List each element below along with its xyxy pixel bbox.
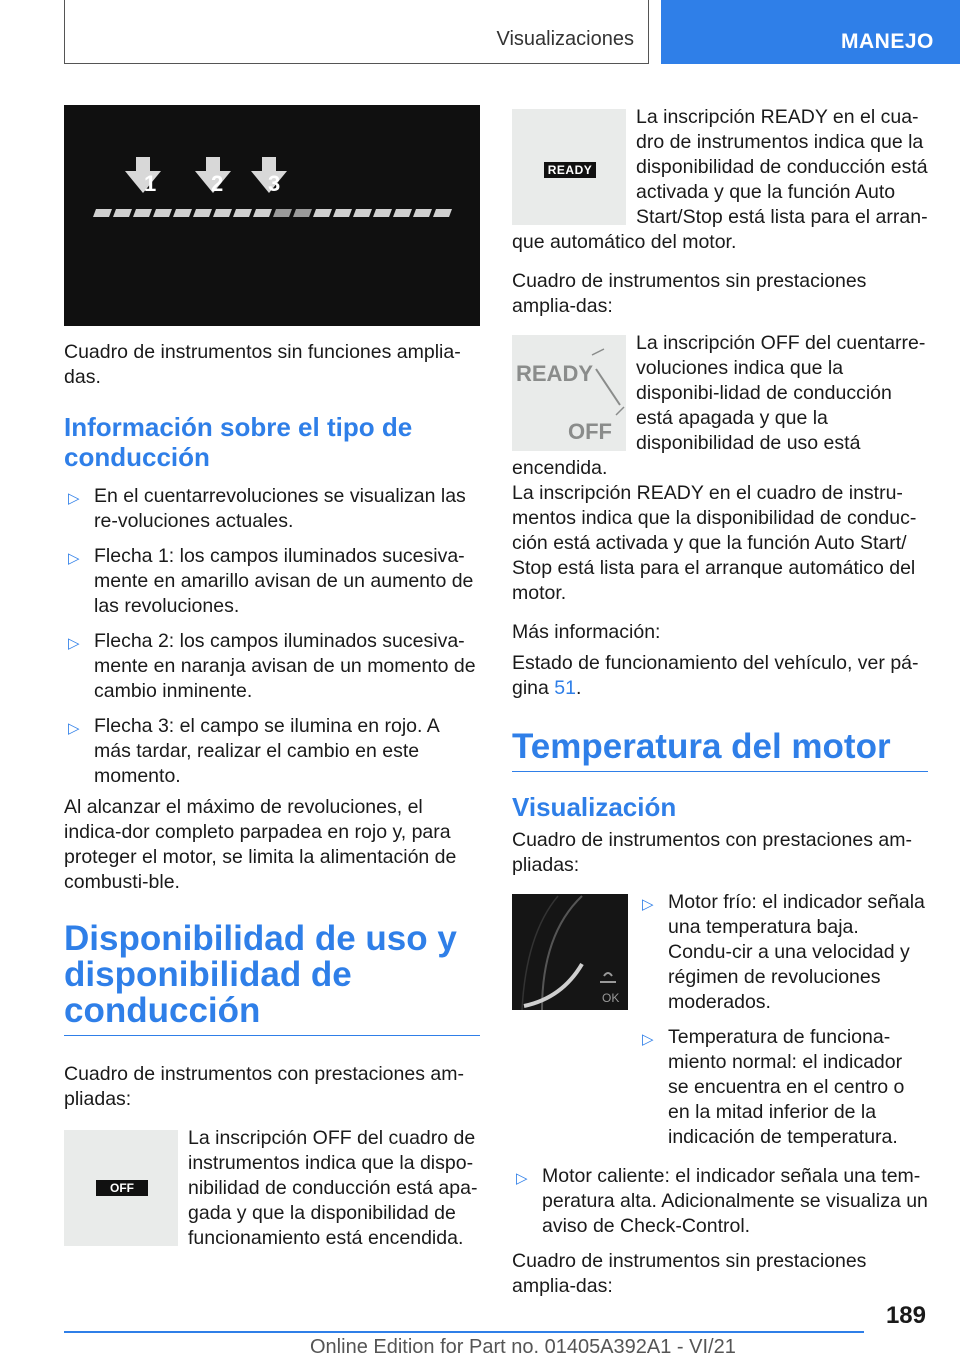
temp-list — [638, 890, 928, 1160]
para-state: Estado de funcionamiento del vehículo, ver pá-gina 51. — [512, 652, 919, 699]
rev-segment — [393, 209, 412, 217]
footer-edition: Online Edition for Part no. 01405A392A1 - VI/21 — [310, 1336, 736, 1358]
list-item: ▷ Flecha 3: el campo se ilumina en rojo. A más tardar, realizar el cambio en este momento. — [68, 715, 439, 787]
para-off-tachometer: La inscripción OFF del cuentarre-voluciones indica que la disponibi-lidad de conducción está apagada y que la disponibilidad de uso está encendida. — [512, 332, 926, 479]
ready-block — [512, 105, 928, 255]
triangle-bullet-icon: ▷ — [68, 635, 80, 652]
heading-display: Visualización — [512, 792, 677, 822]
rev-segment — [93, 209, 112, 217]
gauge-off-block — [512, 331, 928, 481]
para-max-revs: Al alcanzar el máximo de revoluciones, el indica-dor completo parpadea en rojo y, para proteger el motor, se limita la alimentación de combusti-ble. — [64, 796, 457, 893]
ready-figure — [512, 109, 626, 225]
rev-segment — [333, 209, 352, 217]
coolant-temp-icon — [600, 973, 616, 982]
left-column — [64, 105, 480, 1251]
arrow-1-label: 1 — [144, 171, 157, 196]
rev-segment — [313, 209, 332, 217]
gauge-ok-label: OK — [602, 991, 620, 1005]
rev-segment — [193, 209, 212, 217]
right-column — [512, 105, 928, 1299]
rev-segment — [293, 209, 312, 217]
rev-segment — [253, 209, 272, 217]
rev-segment — [353, 209, 372, 217]
para-ready-2: La inscripción READY en el cuadro de instru-mentos indica que la disponibilidad de conduc-ción está activada y que la función Auto Start/ Stop está lista para el arranque automático del motor. — [512, 482, 917, 604]
page-number: 189 — [885, 1302, 926, 1329]
gauge-ready-label: READY — [516, 361, 594, 386]
para-no-extended: Cuadro de instrumentos sin prestaciones amplia-das: — [512, 270, 867, 317]
off-badge: OFF — [96, 1180, 148, 1196]
rev-segments — [93, 209, 452, 217]
gauge-ready-off-figure — [512, 335, 626, 451]
heading-engine-temp: Temperatura del motor — [512, 729, 928, 772]
arrow-3-label: 3 — [268, 171, 281, 196]
caption-no-extended: Cuadro de instrumentos sin funciones amplia-das. — [64, 341, 461, 388]
header-chapter-tab[interactable] — [661, 0, 960, 64]
list-item: ▷ Flecha 1: los campos iluminados sucesiva-mente en amarillo avisan de un aumento de las revoluciones. — [68, 545, 474, 617]
more-info-label: Más información: — [512, 621, 661, 643]
rev-segment — [273, 209, 292, 217]
para-ready: La inscripción READY en el cua-dro de instrumentos indica que la disponibilidad de conducción está activada y que la función Auto Start/Stop está lista para el arran-que automático del motor. — [512, 106, 928, 253]
off-block — [64, 1126, 480, 1251]
temp-gauge-block — [512, 890, 928, 1160]
triangle-bullet-icon: ▷ — [642, 1031, 654, 1048]
triangle-bullet-icon: ▷ — [642, 896, 654, 913]
rev-segment — [373, 209, 392, 217]
gauge-off-label: OFF — [568, 419, 612, 444]
list-item: ▷ En el cuentarrevoluciones se visualizan las re-voluciones actuales. — [68, 485, 466, 532]
header-chapter-title: MANEJO — [841, 30, 934, 53]
header-section-title: Visualizaciones — [496, 28, 634, 50]
list-item: ▷ Temperatura de funciona-miento normal: el indicador se encuentra en el centro o en la mitad inferior de la indicación de temperatura. — [642, 1026, 905, 1148]
shift-indicator-graphic — [64, 105, 480, 326]
triangle-bullet-icon: ▷ — [68, 720, 80, 737]
para-extended-cluster: Cuadro de instrumentos con prestaciones am-pliadas: — [64, 1063, 464, 1110]
rev-segment — [433, 209, 452, 217]
rev-segment — [113, 209, 132, 217]
shift-indicator-figure — [64, 105, 480, 326]
rev-segment — [413, 209, 432, 217]
triangle-bullet-icon: ▷ — [68, 490, 80, 507]
para-last: Cuadro de instrumentos sin prestaciones amplia-das: — [512, 1250, 867, 1297]
page-link-51[interactable]: 51 — [554, 677, 576, 699]
triangle-bullet-icon: ▷ — [68, 550, 80, 567]
heading-availability: Disponibilidad de uso y disponibilidad de conducción — [64, 921, 480, 1036]
list-item: ▷ Flecha 2: los campos iluminados sucesiva-mente en naranja avisan de un momento de cambio inminente. — [68, 630, 476, 702]
triangle-bullet-icon: ▷ — [516, 1170, 528, 1187]
list-item: ▷ Motor frío: el indicador señala una temperatura baja. Condu-cir a una velocidad y régimen de revoluciones moderados. — [642, 891, 925, 1013]
rev-segment — [173, 209, 192, 217]
ready-badge: READY — [544, 162, 596, 178]
para-off: La inscripción OFF del cuadro de instrumentos indica que la dispo-nibilidad de conducción está apa-gada y que la disponibilidad de funcionamiento está encendida. — [188, 1127, 478, 1249]
footer-divider — [64, 1331, 864, 1333]
heading-drive-info: Información sobre el tipo de conducción — [64, 412, 413, 472]
drive-info-list — [64, 484, 480, 789]
list-item: ▷ Motor caliente: el indicador señala una tem-peratura alta. Adicionalmente se visualiza un aviso de Check-Control. — [516, 1165, 928, 1237]
temp-list-hot — [512, 1164, 928, 1239]
gauge-needle-icon — [512, 335, 626, 451]
rev-segment — [153, 209, 172, 217]
rev-segment — [213, 209, 232, 217]
temp-gauge-figure — [512, 894, 628, 1010]
rev-segment — [133, 209, 152, 217]
rev-segment — [233, 209, 252, 217]
para-temp-extended: Cuadro de instrumentos con prestaciones am-pliadas: — [512, 829, 912, 876]
header-section-box — [64, 0, 649, 64]
arrow-2-label: 2 — [211, 171, 224, 196]
off-figure — [64, 1130, 178, 1246]
temp-gauge-graphic — [512, 894, 628, 1010]
